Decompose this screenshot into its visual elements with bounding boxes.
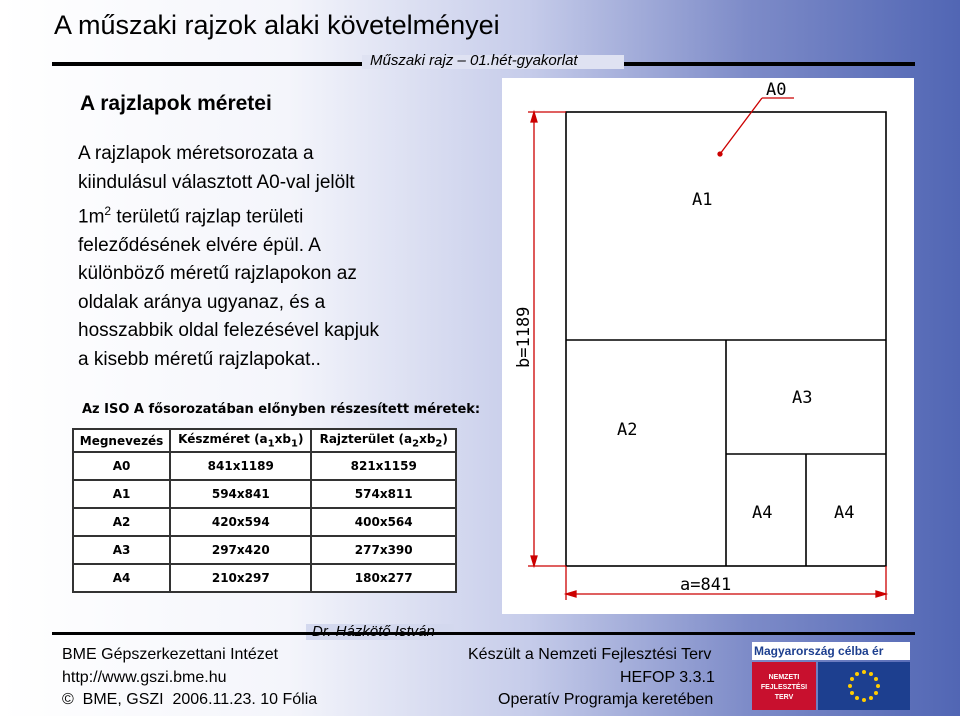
cell-name: A3 (73, 536, 170, 564)
table-row (73, 508, 456, 536)
paper-size-drawing (502, 78, 914, 614)
leader-dot (718, 152, 722, 156)
cell-name: A0 (73, 452, 170, 480)
footer-program-line2: HEFOP 3.3.1 (620, 669, 715, 686)
para-line: hosszabbik oldal felezésével kapjuk (78, 320, 380, 342)
label-a0: A0 (766, 80, 787, 100)
label-a4-left: A4 (752, 503, 773, 523)
cell-name: A1 (73, 480, 170, 508)
label-a-dimension: a=841 (680, 575, 732, 595)
para-line (78, 197, 498, 232)
para-line: különböző méretű rajzlapokon az (78, 263, 357, 285)
label-a4-right: A4 (834, 503, 855, 523)
logo-left-text-2: FEJLESZTÉSI (760, 684, 808, 691)
footer-institute: BME Gépszerkezettani Intézet (62, 646, 279, 663)
cell-name: A4 (73, 564, 170, 592)
table-row (73, 452, 456, 480)
cell-size: 210x297 (170, 564, 311, 592)
col-header-name: Megnevezés (73, 429, 170, 452)
col-header-size-part: Készméret (a (178, 432, 268, 446)
table-row (73, 480, 456, 508)
label-a3: A3 (792, 388, 813, 408)
table-row (73, 564, 456, 592)
leader-line (720, 98, 762, 154)
cell-area: 400x564 (311, 508, 456, 536)
section-heading: A rajzlapok méretei (80, 92, 272, 115)
table-caption: Az ISO A fősorozatában előnyben részesített méretek: (82, 402, 481, 417)
cell-area: 180x277 (311, 564, 456, 592)
area-exponent: 2 (104, 204, 112, 218)
logo-eu-flag (818, 662, 910, 710)
cell-size: 420x594 (170, 508, 311, 536)
arrow-left (566, 591, 576, 597)
label-a2: A2 (617, 420, 638, 440)
arrow-down (531, 556, 537, 566)
cell-area: 277x390 (311, 536, 456, 564)
footer-url-link[interactable]: http://www.gszi.bme.hu (62, 669, 227, 686)
area-unit: 1m (78, 206, 105, 228)
footer-rule (52, 632, 915, 635)
body-paragraph (78, 140, 498, 374)
logo-top-text: Magyarország célba ér (754, 644, 884, 658)
cell-size: 297x420 (170, 536, 311, 564)
para-line: feleződésének elvére épül. A (78, 234, 321, 256)
slide-title: A műszaki rajzok alaki követelményei (54, 10, 500, 40)
para-line: oldalak aránya ugyanaz, és a (78, 291, 326, 313)
table-header-row (73, 429, 456, 452)
cell-size: 841x1189 (170, 452, 311, 480)
cell-name: A2 (73, 508, 170, 536)
footer-copyright: © BME, GSZI 2006.11.23. 10 Fólia (62, 691, 318, 708)
footer-program-line3: Operatív Programja keretében (498, 691, 714, 708)
iso-size-table (72, 428, 457, 593)
cell-size: 594x841 (170, 480, 311, 508)
col-header-size-sub: 1 (267, 438, 275, 450)
col-header-area-part: xb (419, 432, 436, 446)
label-b-dimension: b=1189 (514, 306, 534, 368)
footer-program-line1: Készült a Nemzeti Fejlesztési Terv (468, 646, 712, 663)
col-header-size-sub: 1 (290, 438, 298, 450)
logo-left-text-3: TERV (774, 694, 794, 701)
arrow-up (531, 112, 537, 122)
para-line: a kisebb méretű rajzlapokat.. (78, 348, 321, 370)
col-header-size-part: xb (274, 432, 291, 446)
col-header-area-part: ) (442, 432, 448, 446)
col-header-size-part: ) (297, 432, 304, 446)
label-a1: A1 (692, 190, 713, 210)
course-label: Műszaki rajz – 01.hét-gyakorlat (370, 52, 578, 69)
cell-area: 821x1159 (311, 452, 456, 480)
para-line: kiindulásul választott A0-val jelölt (78, 171, 355, 193)
nft-logo (752, 642, 910, 710)
table-row (73, 536, 456, 564)
arrow-right (876, 591, 886, 597)
para-line-rest: területű rajzlap területi (111, 206, 304, 228)
col-header-area-sub: 2 (412, 438, 420, 450)
col-header-area-part: Rajzterület (a (319, 432, 413, 446)
logo-left-text-1: NEMZETI (768, 674, 800, 681)
para-line: A rajzlapok méretsorozata a (78, 143, 314, 164)
col-header-area (311, 429, 456, 452)
col-header-size (170, 429, 311, 452)
col-header-area-sub: 2 (435, 438, 443, 450)
cell-area: 574x811 (311, 480, 456, 508)
